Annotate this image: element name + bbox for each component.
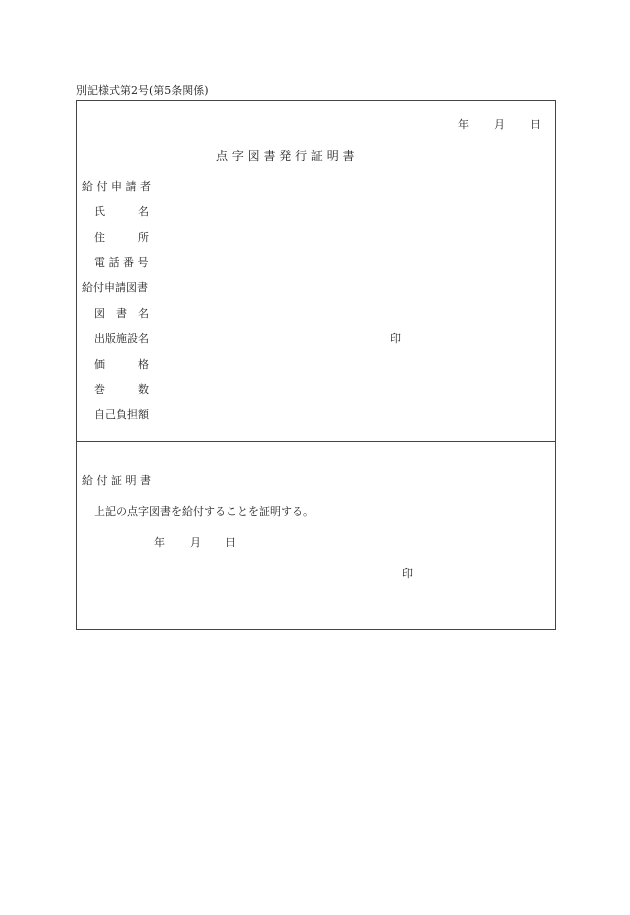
book-self-pay-label: 自己負担額	[94, 408, 149, 421]
date-day-label: 日	[530, 118, 541, 131]
book-title-label: 図 書 名	[94, 307, 149, 320]
book-volumes-label: 巻 数	[94, 383, 149, 396]
certificate-date-year-label: 年	[154, 536, 165, 549]
form-label: 別記様式第2号(第5条関係)	[76, 84, 209, 97]
section-divider	[76, 441, 556, 442]
certificate-date-day-label: 日	[225, 536, 236, 549]
applicant-address-label: 住 所	[94, 231, 149, 244]
certificate-date-month-label: 月	[190, 536, 201, 549]
book-publisher-label: 出版施設名	[94, 332, 149, 345]
certificate-statement: 上記の点字図書を給付することを証明する。	[94, 505, 314, 518]
date-year-label: 年	[458, 118, 469, 131]
date-month-label: 月	[494, 118, 505, 131]
applicant-phone-label: 電 話 番 号	[94, 256, 149, 269]
publisher-seal-mark: 印	[390, 332, 401, 345]
applicant-name-label: 氏 名	[94, 205, 149, 218]
applicant-heading: 給 付 申 請 者	[82, 180, 151, 193]
certificate-heading: 給 付 証 明 書	[82, 474, 151, 487]
certificate-seal-mark: 印	[402, 567, 413, 580]
book-heading: 給付申請図書	[82, 281, 148, 294]
document-title: 点 字 図 書 発 行 証 明 書	[216, 149, 355, 163]
book-price-label: 価 格	[94, 358, 149, 371]
